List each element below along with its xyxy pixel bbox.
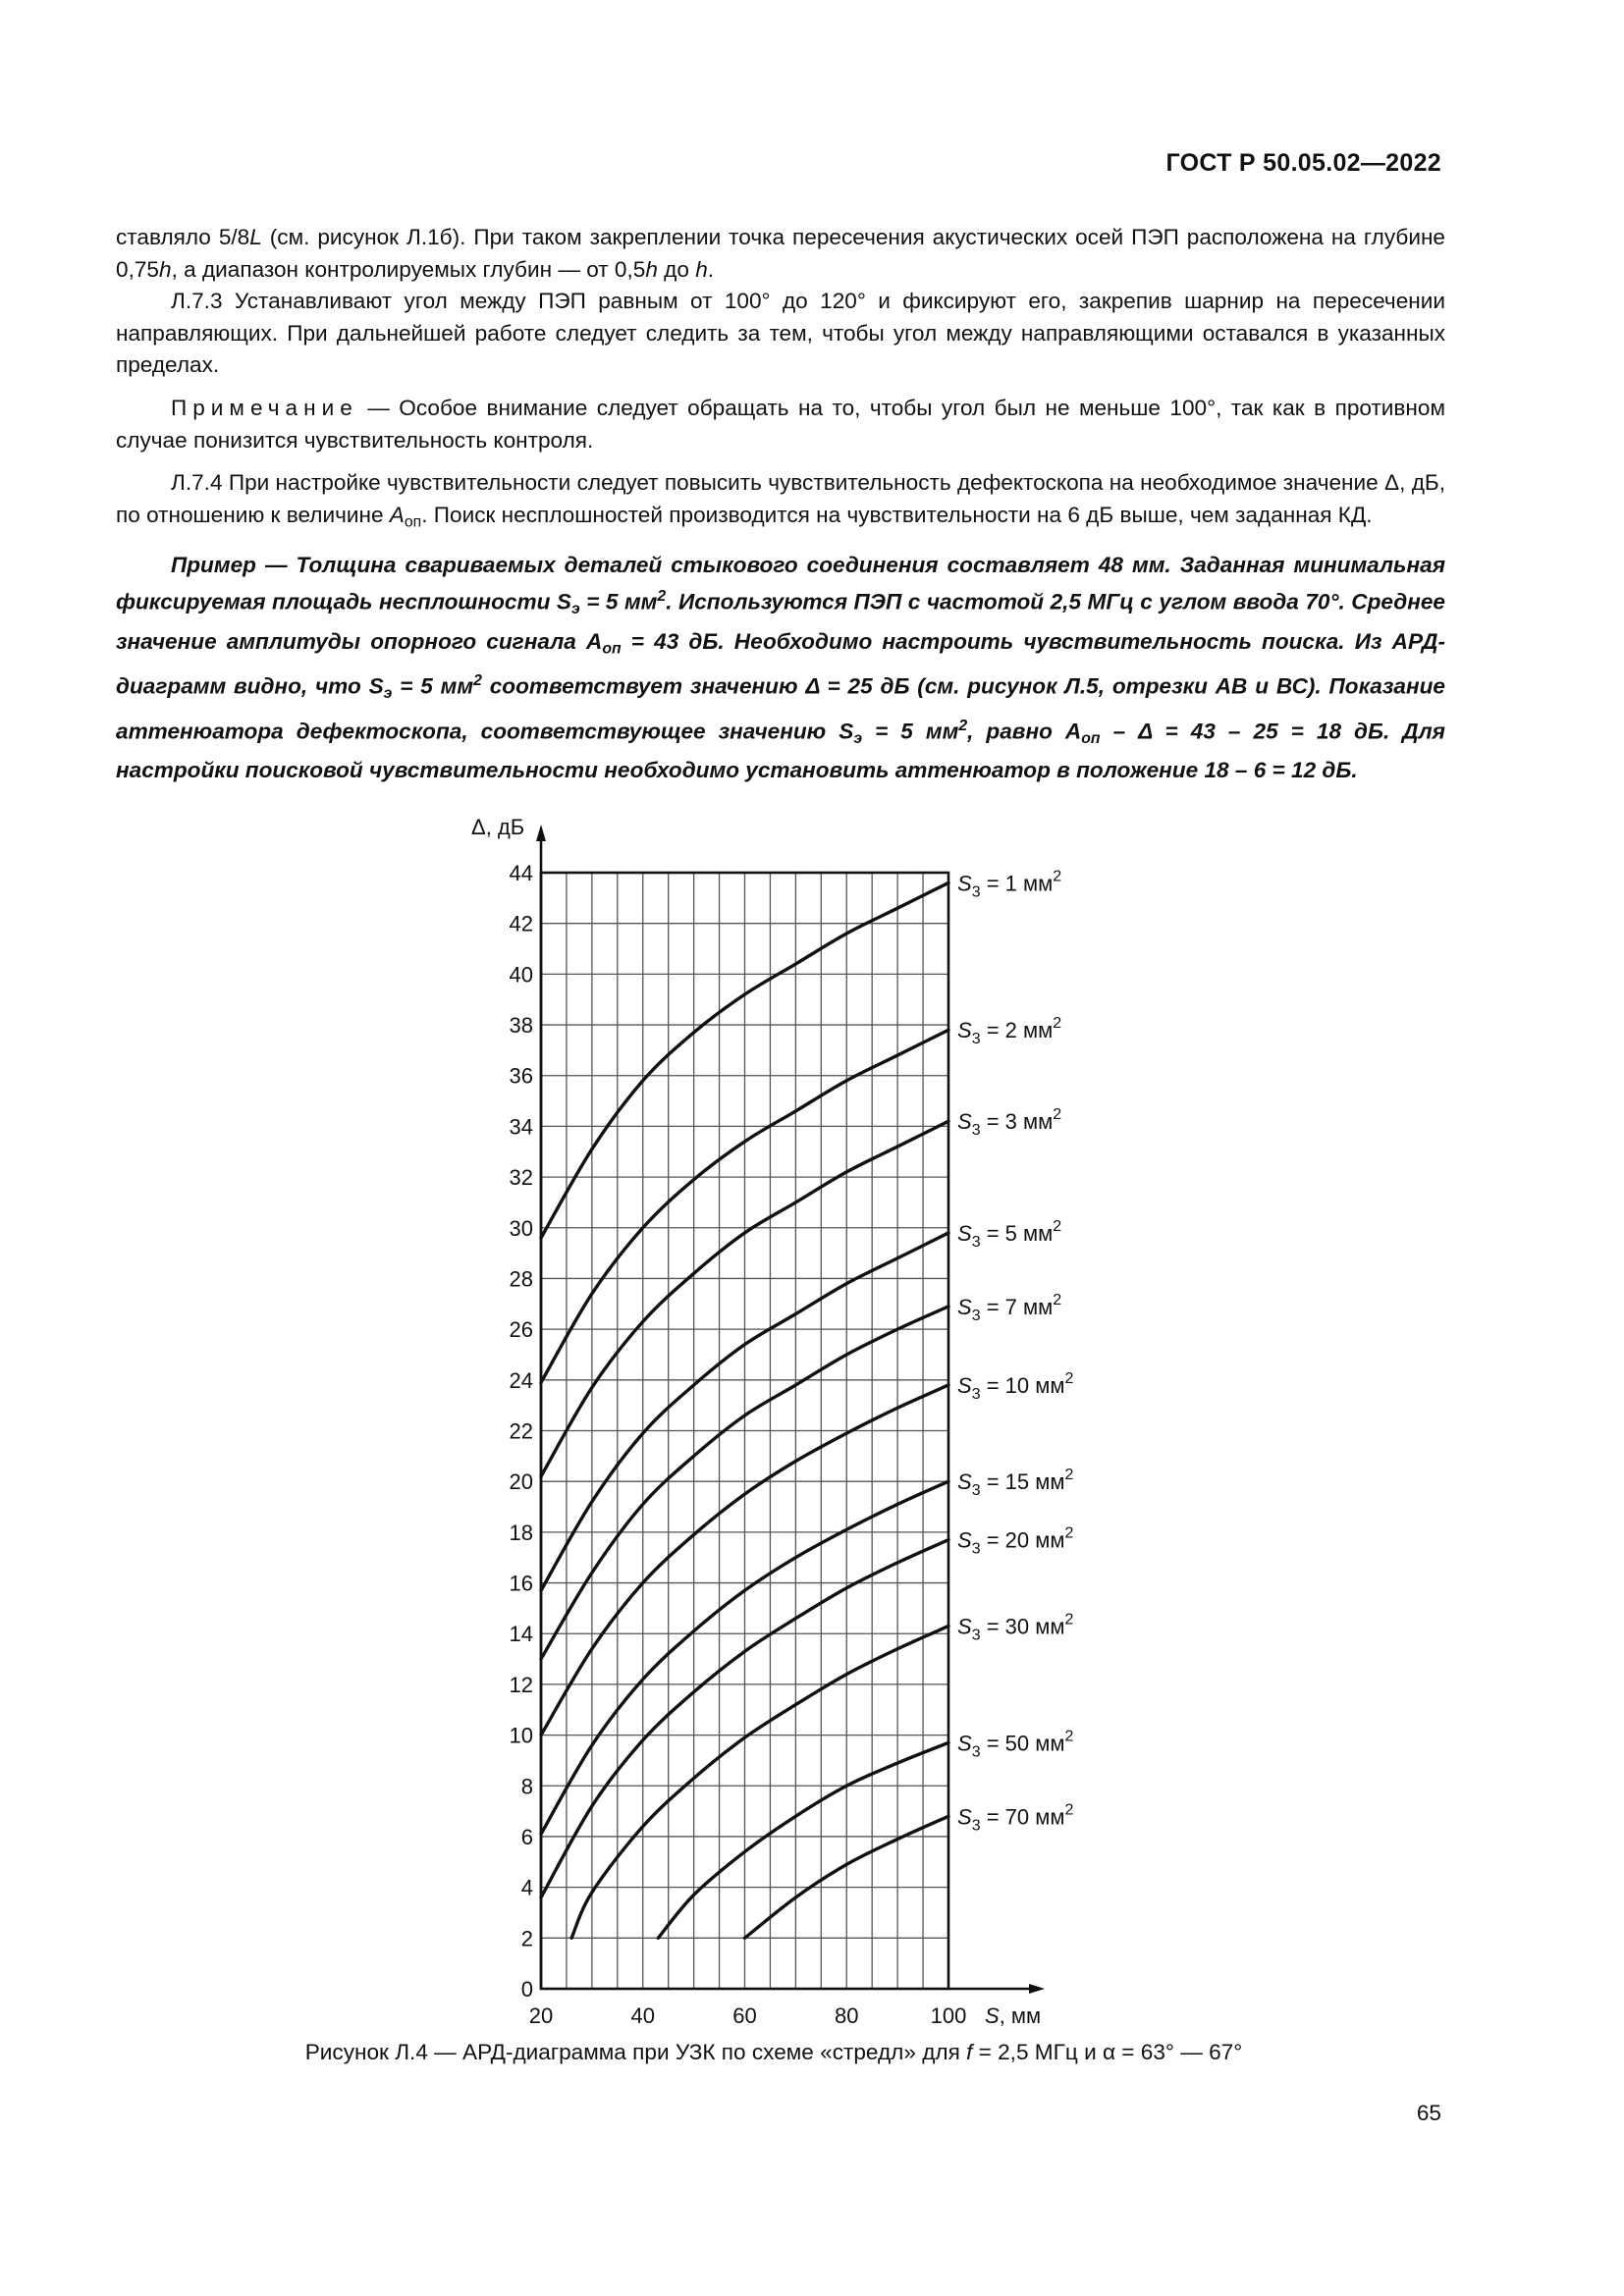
series-label: $S_3 = 1$ $мм^2$ — [957, 868, 1062, 901]
ard-diagram-chart — [0, 795, 1624, 2032]
x-tick-label: 40 — [630, 2003, 655, 2028]
example-paragraph: Пример — Толщина свариваемых деталей стыкового соединения составляет 48 мм. Заданная минимальная фиксируемая площадь несплошности $S_э = 5$ $мм^2$. Используются ПЭП с частотой 2,5 МГц с углом ввода 70°. Среднее значение амплитуды опорного сигнала $A_{оп} = 43$ дБ. Необходимо настроить чувствительность поиска. Из АРД-диаграмм видно, что $S_э = 5$ $мм^2$ соответствует значению Δ = 25 дБ (см. рисунок Л.5, отрезки АВ и ВС). Показание аттенюатора дефектоскопа, соответствующее значению $S_э = 5$ $мм^2$, равно $A_{оп} - \Delta = 43 - 25 = 18$ дБ. Для настройки поисковой чувствительности необходимо установить аттенюатор в положение 18 – 6 = 12 дБ. — [116, 552, 1445, 783]
series-label: $S_3 = 50$ $мм^2$ — [957, 1728, 1074, 1761]
y-tick-label: 40 — [509, 962, 533, 988]
series-label: $S_3 = 7$ $мм^2$ — [957, 1291, 1062, 1324]
curve-9 — [571, 1626, 948, 1938]
y-tick-label: 30 — [509, 1215, 533, 1241]
x-tick-label: 60 — [732, 2003, 757, 2028]
paragraph-l-7-3: Л.7.3 Устанавливают угол между ПЭП равным от 100° до 120° и фиксируют его, закрепив шарнир на пересечении направляющих. При дальнейшей работе следует следить за тем, чтобы угол между направляющими оставался в указанных пределах. — [116, 289, 1445, 378]
y-tick-label: 0 — [520, 1977, 533, 2002]
y-tick-label: 10 — [509, 1723, 533, 1748]
series-label: $S_3 = 30$ $мм^2$ — [957, 1611, 1074, 1644]
x-tick-label: 80 — [835, 2003, 859, 2028]
y-axis-label: Δ, дБ — [471, 815, 525, 839]
y-tick-label: 42 — [509, 911, 533, 936]
y-tick-label: 44 — [509, 861, 533, 885]
y-tick-label: 2 — [520, 1926, 533, 1951]
y-tick-label: 16 — [509, 1571, 533, 1596]
series-label: $S_3 = 2$ $мм^2$ — [957, 1015, 1062, 1048]
y-tick-label: 38 — [509, 1013, 533, 1039]
y-tick-label: 4 — [520, 1875, 533, 1900]
x-axis-arrow — [1029, 1984, 1045, 1994]
paragraph-1: ставляло 5/8L (см. рисунок Л.1б). При таком закреплении точка пересечения акустических осей ПЭП расположена на глубине 0,75h, а диапазон контролируемых глубин — от 0,5h до h. — [116, 225, 1445, 282]
y-tick-label: 12 — [509, 1672, 533, 1697]
x-tick-label: 20 — [528, 2003, 554, 2028]
y-tick-label: 22 — [509, 1418, 533, 1444]
series-label: $S_3 = 20$ $мм^2$ — [957, 1524, 1074, 1558]
note-paragraph: Примечание — Особое внимание следует обращать на то, чтобы угол был не меньше 100°, так как в противном случае понизится чувствительность контроля. — [116, 395, 1445, 453]
body-text — [116, 222, 1445, 787]
y-tick-label: 24 — [509, 1367, 533, 1393]
y-tick-label: 36 — [509, 1063, 533, 1089]
series-label: $S_3 = 15$ $мм^2$ — [957, 1467, 1074, 1500]
y-tick-label: 28 — [509, 1266, 533, 1292]
chart-series-labels — [957, 868, 1074, 1834]
figure-caption: Рисунок Л.4 — АРД-диаграмма при УЗК по схеме «стредл» для f = 2,5 МГц и α = 63° — 67° — [304, 2040, 1243, 2064]
x-axis-label: S, мм — [985, 2003, 1042, 2028]
document-header: ГОСТ Р 50.05.02—2022 — [1165, 149, 1441, 177]
x-tick-label: 100 — [930, 2003, 967, 2028]
y-tick-label: 32 — [509, 1165, 533, 1191]
y-tick-label: 6 — [520, 1824, 533, 1849]
series-label: $S_3 = 3$ $мм^2$ — [957, 1106, 1062, 1140]
y-tick-label: 18 — [509, 1520, 533, 1545]
y-tick-label: 34 — [509, 1114, 533, 1140]
paragraph-l-7-4: Л.7.4 При настройке чувствительности следует повысить чувствительность дефектоскопа на необходимое значение Δ, дБ, по отношению к величине $A_{оп}$. Поиск несплошностей производится на чувствительности на 6 дБ выше, чем заданная КД. — [116, 470, 1445, 531]
series-label: $S_3 = 5$ $мм^2$ — [957, 1217, 1062, 1251]
series-label: $S_3 = 70$ $мм^2$ — [957, 1801, 1074, 1835]
y-tick-label: 20 — [509, 1469, 533, 1495]
y-tick-label: 8 — [520, 1774, 533, 1799]
note-label: Примечание — [171, 395, 358, 420]
y-axis-arrow — [536, 825, 546, 841]
chart-grid — [541, 873, 948, 1989]
page-number: 65 — [1416, 2101, 1441, 2125]
series-label: $S_3 = 10$ $мм^2$ — [957, 1369, 1074, 1403]
y-tick-label: 26 — [509, 1317, 533, 1343]
y-tick-label: 14 — [509, 1622, 533, 1647]
